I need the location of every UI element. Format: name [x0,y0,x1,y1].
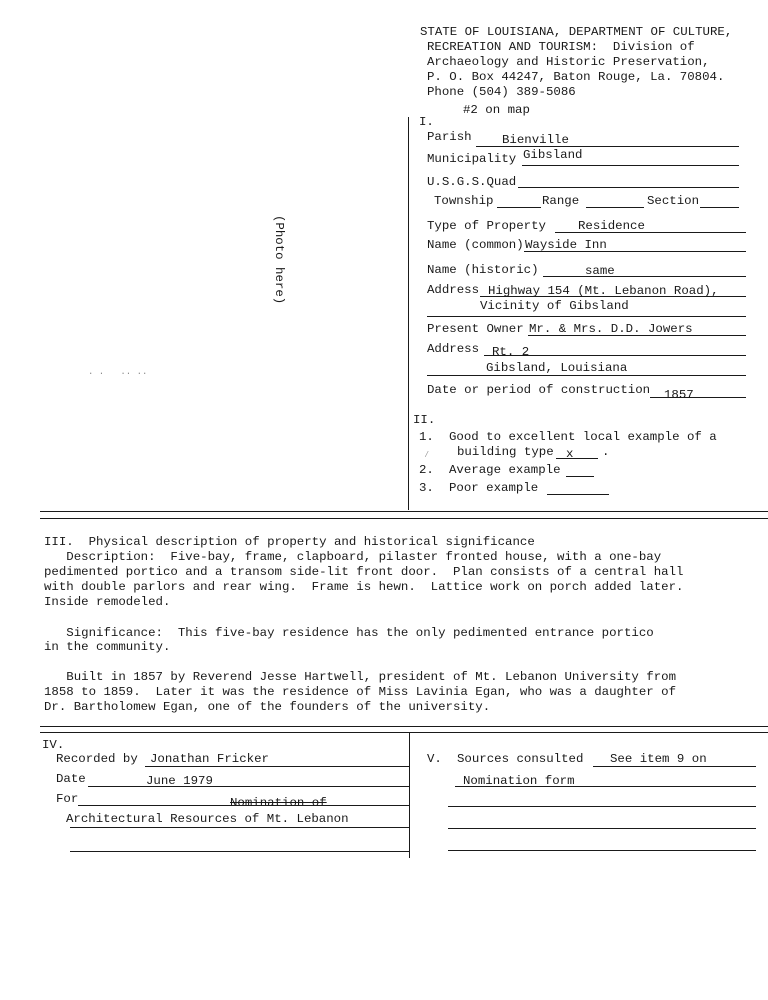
for-line-3 [70,851,409,852]
section-label: Section [647,194,700,208]
section-1-numeral: I. [419,115,434,129]
parish-value: Bienville [502,133,569,147]
range-line [586,207,644,208]
significance-line-1: Significance: This five-bay residence has the only pedimented entrance portico [44,626,654,640]
range-label: Range [542,194,580,208]
rating-1-blank [556,458,598,459]
description-line-1: Description: Five-bay, frame, clapboard, pilaster fronted house, with a one-bay [44,550,662,564]
rating-2-number: 2. [419,463,434,477]
for-line-2 [70,827,409,828]
township-label: Township [434,194,494,208]
property-type-value: Residence [578,219,645,233]
name-historic-line [543,276,746,277]
usgs-quad-line [518,187,739,188]
rating-1-text: Good to excellent local example of a [449,430,717,444]
township-line [497,207,541,208]
name-common-value: Wayside Inn [525,238,607,252]
rating-3-blank [547,494,609,495]
name-historic-label: Name (historic) [427,263,539,277]
owner-address-line-2 [427,375,746,376]
sources-line-4 [448,828,756,829]
description-line-4: Inside remodeled. [44,595,171,609]
construction-date-value: 1857 [664,388,694,402]
rating-2-text: Average example [449,463,561,477]
section-2-numeral: II. [413,413,436,427]
sources-value-2: Nomination form [463,774,575,788]
section-line [700,207,739,208]
rating-3-text: Poor example [449,481,539,495]
sources-line-2 [455,786,756,787]
sources-line-5 [448,850,756,851]
owner-label: Present Owner [427,322,524,336]
name-common-label: Name (common) [427,238,524,252]
address-line-2 [427,316,746,317]
header-agency-line3: Archaeology and Historic Preservation, [427,55,710,69]
lower-rule-top [40,726,768,727]
sources-value-1: See item 9 on [610,752,707,766]
property-type-label: Type of Property [427,219,546,233]
rating-2-blank [566,476,594,477]
rating-1-check: x [566,447,574,461]
date-line [88,786,409,787]
municipality-label: Municipality [427,152,517,166]
municipality-line [522,165,739,166]
significance-line-2: in the community. [44,640,171,654]
rating-1-text-2: building type [457,445,554,459]
header-phone: Phone (504) 389-5086 [427,85,576,99]
section-3-title: III. Physical description of property and historical significance [44,535,535,549]
usgs-quad-label: U.S.G.S.Quad [427,175,517,189]
owner-address-value-1: Rt. 2 [492,345,530,359]
header-address: P. O. Box 44247, Baton Rouge, La. 70804. [427,70,725,84]
pencil-tick: ⁄ [424,450,430,460]
for-label: For [56,792,79,806]
header-agency-line2: RECREATION AND TOURISM: Division of [427,40,695,54]
recorded-by-label: Recorded by [56,752,138,766]
name-historic-value: same [585,264,615,278]
address-label: Address [427,283,480,297]
history-line-1: Built in 1857 by Reverend Jesse Hartwell, president of Mt. Lebanon University from [44,670,677,684]
description-line-3: with double parlors and rear wing. Frame is hewn. Lattice work on porch added later. [44,580,684,594]
lower-rule-bottom [40,732,768,733]
history-line-3: Dr. Bartholomew Egan, one of the founders of the university. [44,700,491,714]
rating-1-number: 1. [419,430,434,444]
for-value-1: Nomination of [230,796,327,810]
photo-placeholder: (Photo here) [272,215,286,305]
rating-3-number: 3. [419,481,434,495]
owner-address-value-2: Gibsland, Louisiana [486,361,628,375]
history-line-2: 1858 to 1859. Later it was the residence of Miss Lavinia Egan, who was a daughter of [44,685,677,699]
address-value-2: Vicinity of Gibsland [480,299,629,313]
section-rule-bottom [40,518,768,519]
recorded-by-value: Jonathan Fricker [150,752,269,766]
sources-line-3 [448,806,756,807]
for-value-2: Architectural Resources of Mt. Lebanon [66,812,349,826]
sources-label: Sources consulted [457,752,584,766]
map-note: #2 on map [463,103,530,117]
lower-column-divider [409,733,410,858]
parish-label: Parish [427,130,472,144]
description-line-2: pedimented portico and a transom side-lit front door. Plan consists of a central hall [44,565,684,579]
section-rule-top [40,511,768,512]
date-value: June 1979 [146,774,213,788]
owner-value: Mr. & Mrs. D.D. Jowers [529,322,693,336]
section-5-numeral: V. [427,752,442,766]
owner-address-label: Address [427,342,480,356]
upper-column-divider [408,117,409,510]
construction-date-label: Date or period of construction [427,383,651,397]
municipality-value: Gibsland [523,148,583,162]
scan-speck: . . .. .. [88,367,148,377]
date-label: Date [56,772,86,786]
address-value-1: Highway 154 (Mt. Lebanon Road), [488,284,719,298]
section-4-numeral: IV. [42,738,65,752]
rating-1-period: . [602,445,610,459]
header-agency-line1: STATE OF LOUISIANA, DEPARTMENT OF CULTURE, [420,25,733,39]
